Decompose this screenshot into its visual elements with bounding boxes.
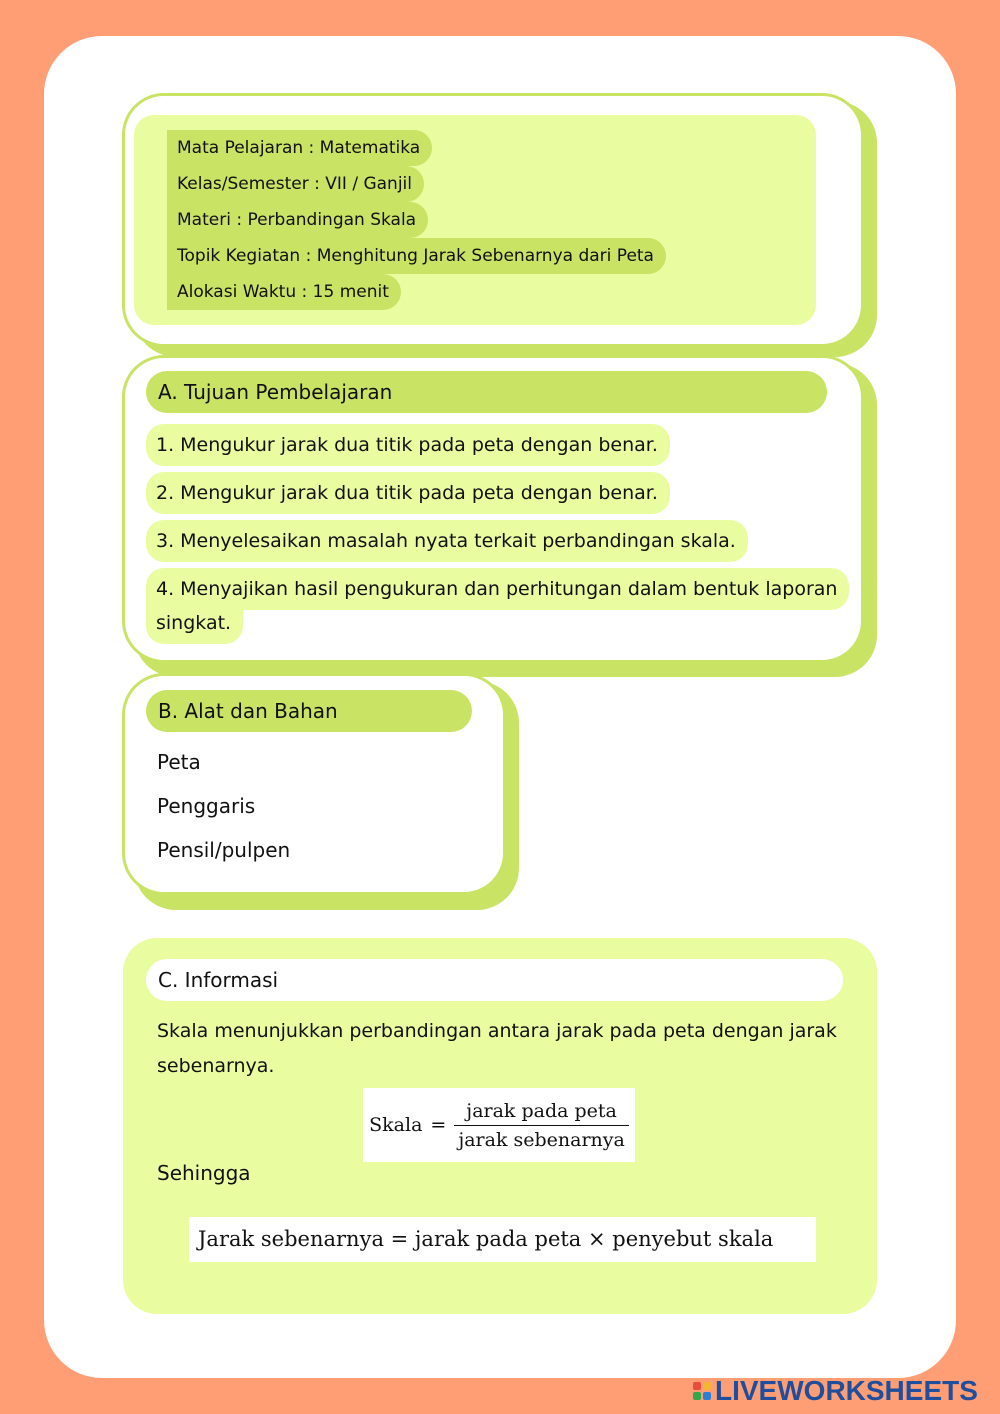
class-semester-label: Kelas/Semester : VII / Ganjil <box>167 166 424 202</box>
objective-item-3: 3. Menyelesaikan masalah nyata terkait perbandingan skala. <box>146 520 748 562</box>
section-a-title: A. Tujuan Pembelajaran <box>146 371 827 413</box>
logo-grid-icon <box>693 1382 711 1400</box>
objective-item-4-continued: singkat. <box>146 604 243 644</box>
formula-denominator: jarak sebenarnya <box>458 1128 625 1151</box>
formula-numerator: jarak pada peta <box>454 1100 629 1126</box>
subject-label: Mata Pelajaran : Matematika <box>167 130 432 166</box>
time-allocation-label: Alokasi Waktu : 15 menit <box>167 274 401 310</box>
connector-text: Sehingga <box>157 1161 251 1185</box>
objective-item-4: 4. Menyajikan hasil pengukuran dan perhitungan dalam bentuk laporan <box>146 568 849 610</box>
material-item-pencil: Pensil/pulpen <box>157 838 291 862</box>
formula-equals: = <box>430 1114 447 1136</box>
scale-formula <box>363 1088 635 1162</box>
distance-formula: Jarak sebenarnya = jarak pada peta × penyebut skala <box>189 1217 816 1262</box>
formula-lhs: Skala <box>369 1114 423 1136</box>
info-paragraph: Skala menunjukkan perbandingan antara jarak pada peta dengan jarak sebenarnya. <box>157 1020 837 1077</box>
section-b-title: B. Alat dan Bahan <box>146 690 472 732</box>
liveworksheets-logo <box>693 1374 978 1408</box>
logo-text: LIVEWORKSHEETS <box>715 1375 978 1406</box>
objective-item-2: 2. Mengukur jarak dua titik pada peta dengan benar. <box>146 472 670 514</box>
material-item-map: Peta <box>157 750 201 774</box>
material-label: Materi : Perbandingan Skala <box>167 202 428 238</box>
activity-topic-label: Topik Kegiatan : Menghitung Jarak Sebenarnya dari Peta <box>167 238 666 274</box>
objective-item-1: 1. Mengukur jarak dua titik pada peta dengan benar. <box>146 424 670 466</box>
formula-fraction <box>454 1100 629 1151</box>
section-c-title: C. Informasi <box>146 959 843 1001</box>
material-item-ruler: Penggaris <box>157 794 256 818</box>
